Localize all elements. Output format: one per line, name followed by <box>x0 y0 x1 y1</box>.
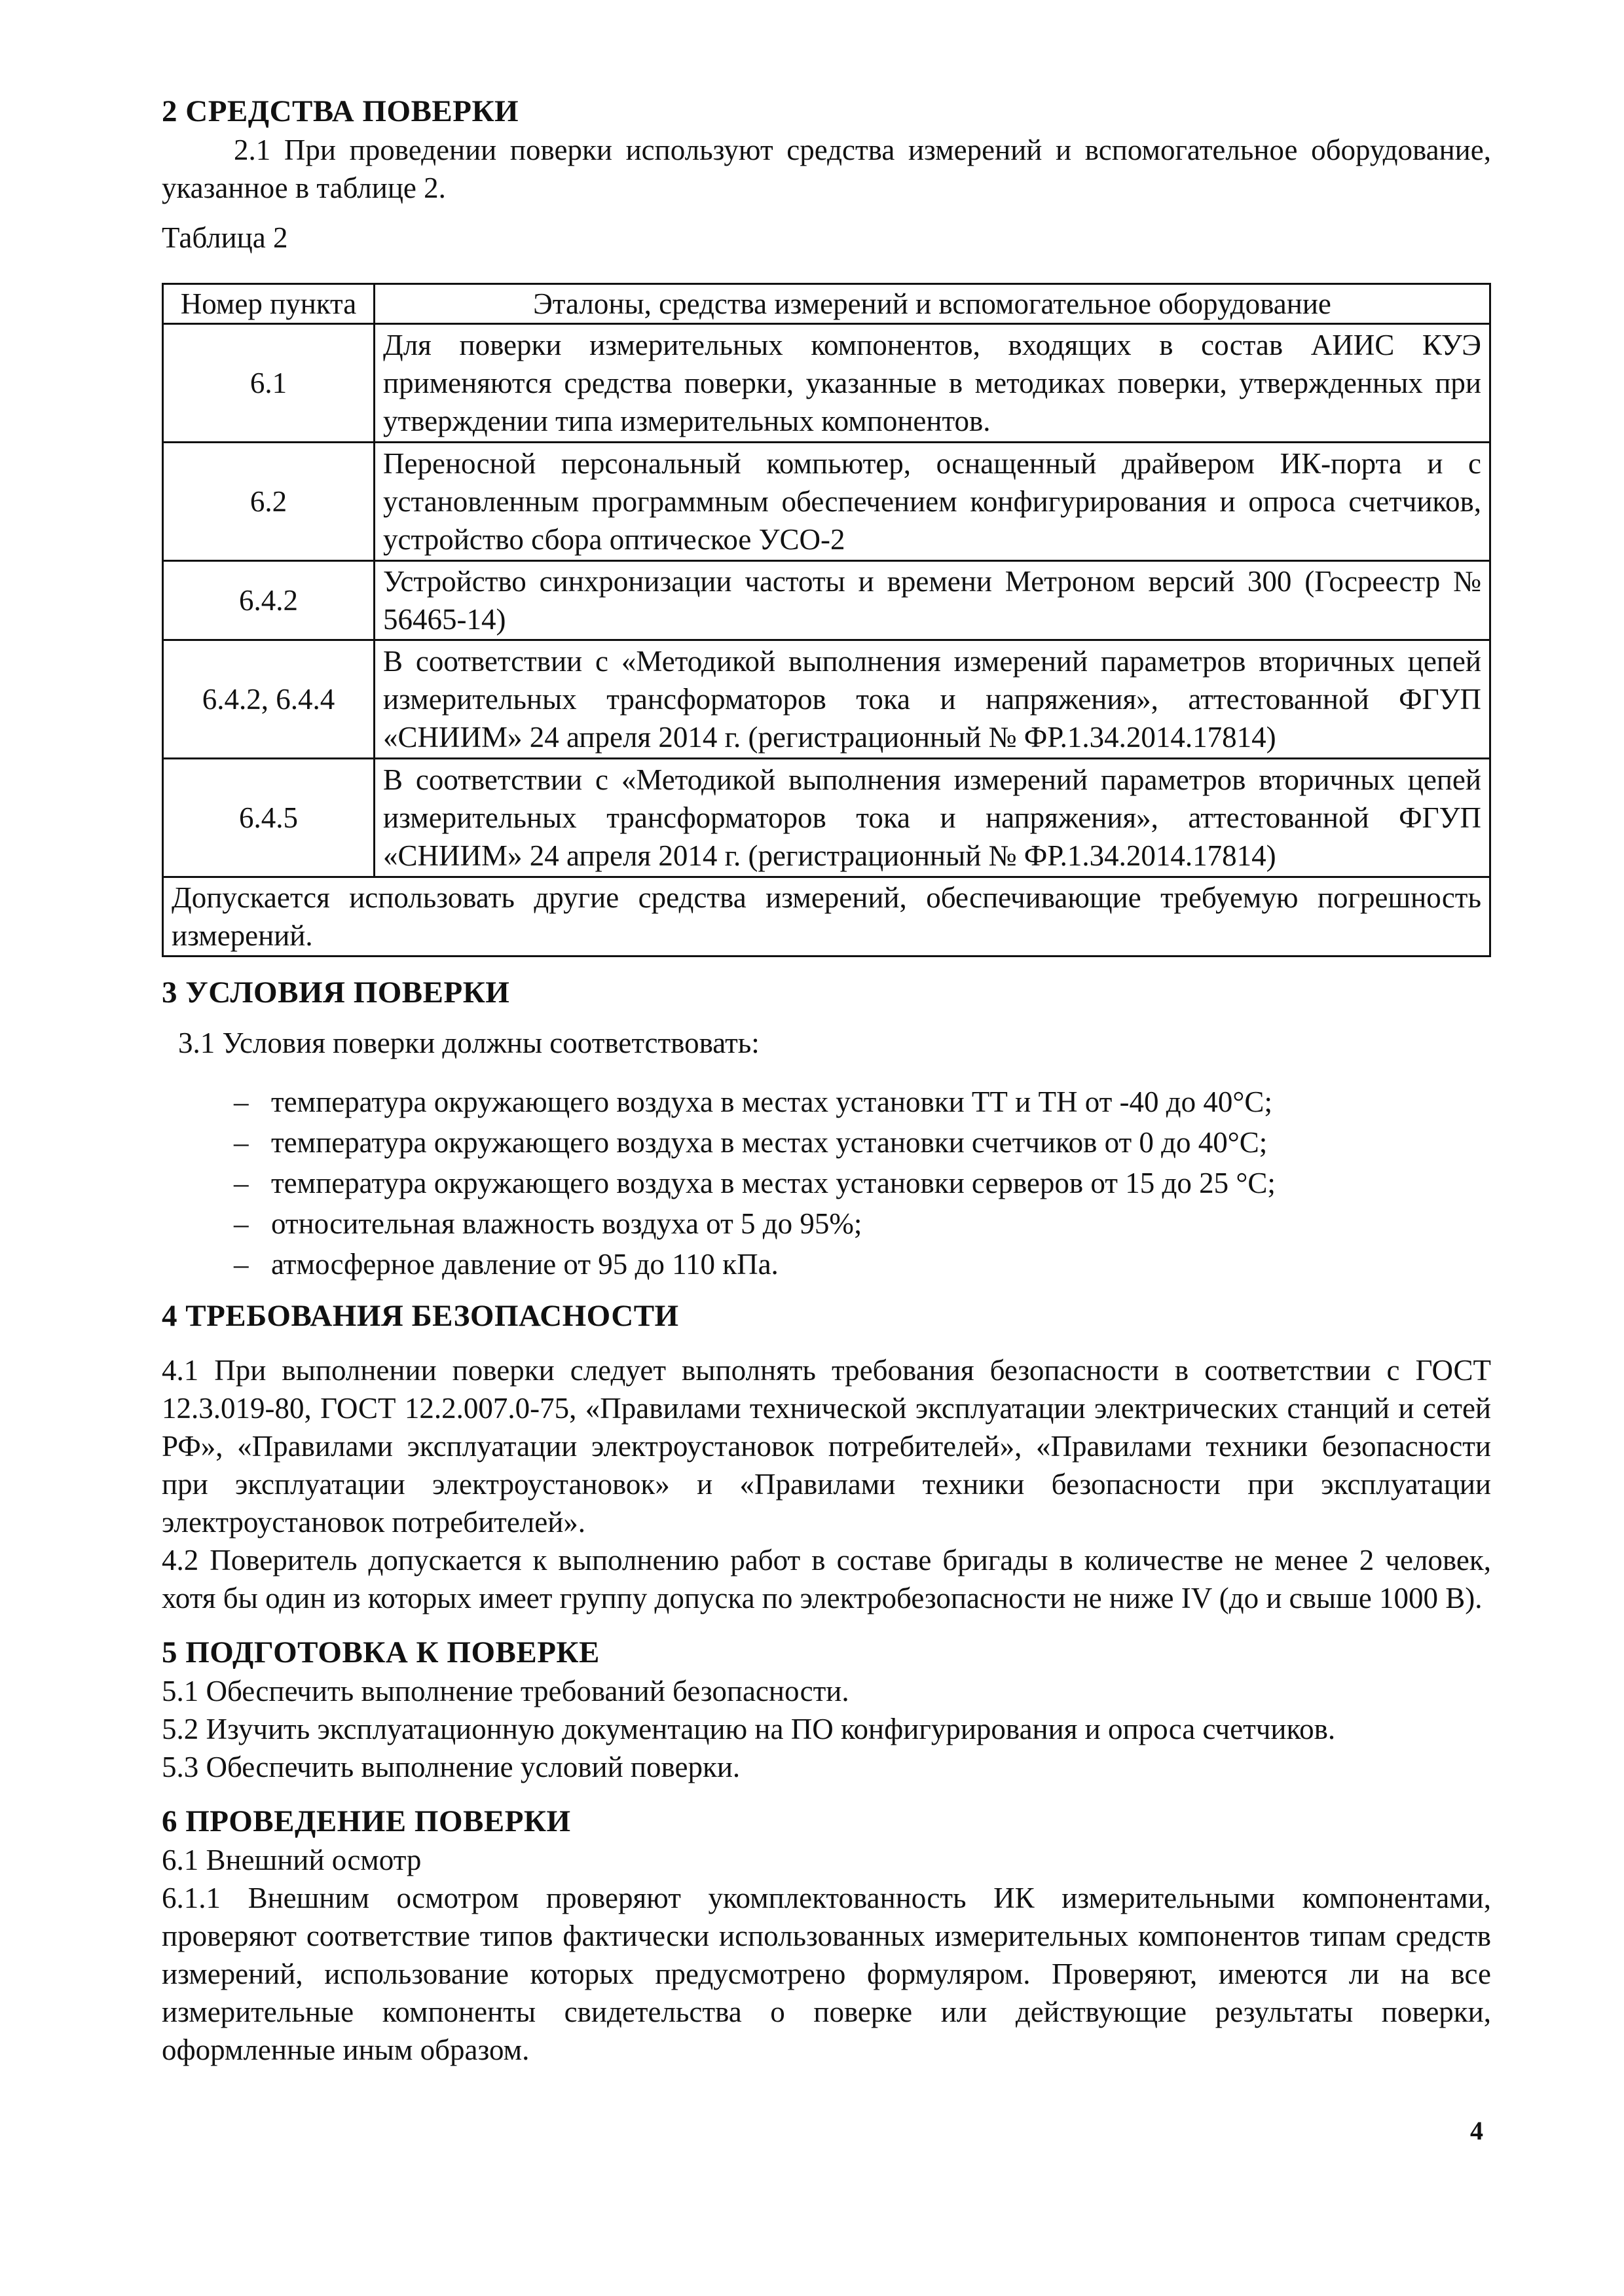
paragraph-5-2: 5.2 Изучить эксплуатационную документацию на ПО конфигурирования и опроса счетчиков. <box>162 1713 1336 1745</box>
table-caption: Таблица 2 <box>162 221 288 254</box>
paragraph-5-3: 5.3 Обеспечить выполнение условий поверки. <box>162 1751 741 1783</box>
table-row <box>163 443 1490 561</box>
row-text: Переносной персональный компьютер, оснащенный драйвером ИК-порта и с установленным программным обеспечением конфигурирования и опроса счетчиков, устройство сбора оптическое УСО-2 <box>375 443 1490 561</box>
header-equipment: Эталоны, средства измерений и вспомогательное оборудование <box>375 284 1490 324</box>
conditions-list <box>162 1082 1491 1285</box>
row-number: 6.4.2 <box>163 561 375 640</box>
section-2-heading: 2 СРЕДСТВА ПОВЕРКИ <box>162 94 519 128</box>
row-text: Для поверки измерительных компонентов, входящих в состав АИИС КУЭ применяются средства поверки, указанные в методиках поверки, утвержденных при утверждении типа измерительных компонентов. <box>375 324 1490 443</box>
list-item: – атмосферное давление от 95 до 110 кПа. <box>234 1244 1491 1285</box>
document-page <box>162 92 1491 2069</box>
table-note-row <box>163 877 1490 957</box>
page-number: 4 <box>1470 2116 1483 2145</box>
list-item: – относительная влажность воздуха от 5 до 95%; <box>234 1203 1491 1244</box>
row-number: 6.4.5 <box>163 759 375 877</box>
paragraph-6-1-1: 6.1.1 Внешним осмотром проверяют укомплектованность ИК измерительными компонентами, проверяют соответствие типов фактически использованных измерительных компонентов типам средств измерений, использование которых предусмотрено формуляром. Проверяют, имеются ли на все измерительные компоненты свидетельства о поверке или действующие результаты поверки, оформленные иным образом. <box>162 1882 1491 2066</box>
dash-marker: – <box>234 1248 249 1281</box>
dash-marker: – <box>234 1126 249 1159</box>
table-header-row <box>163 284 1490 324</box>
subsection-6-1-heading: 6.1 Внешний осмотр <box>162 1844 422 1876</box>
table-row <box>163 324 1490 443</box>
equipment-table <box>162 283 1491 957</box>
row-text: Устройство синхронизации частоты и времени Метроном версий 300 (Госреестр № 56465-14) <box>375 561 1490 640</box>
row-number: 6.4.2, 6.4.4 <box>163 640 375 759</box>
row-number: 6.2 <box>163 443 375 561</box>
paragraph-4-1: 4.1 При выполнении поверки следует выполнять требования безопасности в соответствии с ГОСТ 12.3.019-80, ГОСТ 12.2.007.0-75, «Правилами технической эксплуатации электрических станций и сетей РФ», «Правилами эксплуатации электроустановок потребителей», «Правилами техники безопасности при эксплуатации электроустановок» и «Правилами техники безопасности при эксплуатации электроустановок потребителей». <box>162 1354 1491 1539</box>
table-row <box>163 561 1490 640</box>
list-item: – температура окружающего воздуха в местах установки счетчиков от 0 до 40°С; <box>234 1122 1491 1163</box>
table-note: Допускается использовать другие средства измерений, обеспечивающие требуемую погрешность измерений. <box>163 877 1490 957</box>
row-number: 6.1 <box>163 324 375 443</box>
section-3-heading: 3 УСЛОВИЯ ПОВЕРКИ <box>162 975 510 1010</box>
table-row <box>163 640 1490 759</box>
paragraph-5-1: 5.1 Обеспечить выполнение требований безопасности. <box>162 1675 849 1707</box>
dash-marker: – <box>234 1085 249 1118</box>
section-4-heading: 4 ТРЕБОВАНИЯ БЕЗОПАСНОСТИ <box>162 1299 679 1333</box>
dash-marker: – <box>234 1167 249 1199</box>
section-6-heading: 6 ПРОВЕДЕНИЕ ПОВЕРКИ <box>162 1804 571 1838</box>
paragraph-3-1: 3.1 Условия поверки должны соответствовать: <box>178 1027 760 1059</box>
header-item-number: Номер пункта <box>163 284 375 324</box>
paragraph-2-1: 2.1 При проведении поверки используют средства измерений и вспомогательное оборудование, указанное в таблице 2. <box>162 134 1491 204</box>
row-text: В соответствии с «Методикой выполнения измерений параметров вторичных цепей измерительных трансформаторов тока и напряжения», аттестованной ФГУП «СНИИМ» 24 апреля 2014 г. (регистрационный № ФР.1.34.2014.17814) <box>375 759 1490 877</box>
dash-marker: – <box>234 1207 249 1240</box>
table-row <box>163 759 1490 877</box>
list-item: – температура окружающего воздуха в местах установки ТТ и ТН от -40 до 40°С; <box>234 1082 1491 1122</box>
row-text: В соответствии с «Методикой выполнения измерений параметров вторичных цепей измерительных трансформаторов тока и напряжения», аттестованной ФГУП «СНИИМ» 24 апреля 2014 г. (регистрационный № ФР.1.34.2014.17814) <box>375 640 1490 759</box>
section-5-heading: 5 ПОДГОТОВКА К ПОВЕРКЕ <box>162 1635 600 1669</box>
list-item: – температура окружающего воздуха в местах установки серверов от 15 до 25 °С; <box>234 1163 1491 1203</box>
paragraph-4-2: 4.2 Поверитель допускается к выполнению работ в составе бригады в количестве не менее 2 человек, хотя бы один из которых имеет группу допуска по электробезопасности не ниже IV (до и свыше 1000 В). <box>162 1544 1491 1614</box>
